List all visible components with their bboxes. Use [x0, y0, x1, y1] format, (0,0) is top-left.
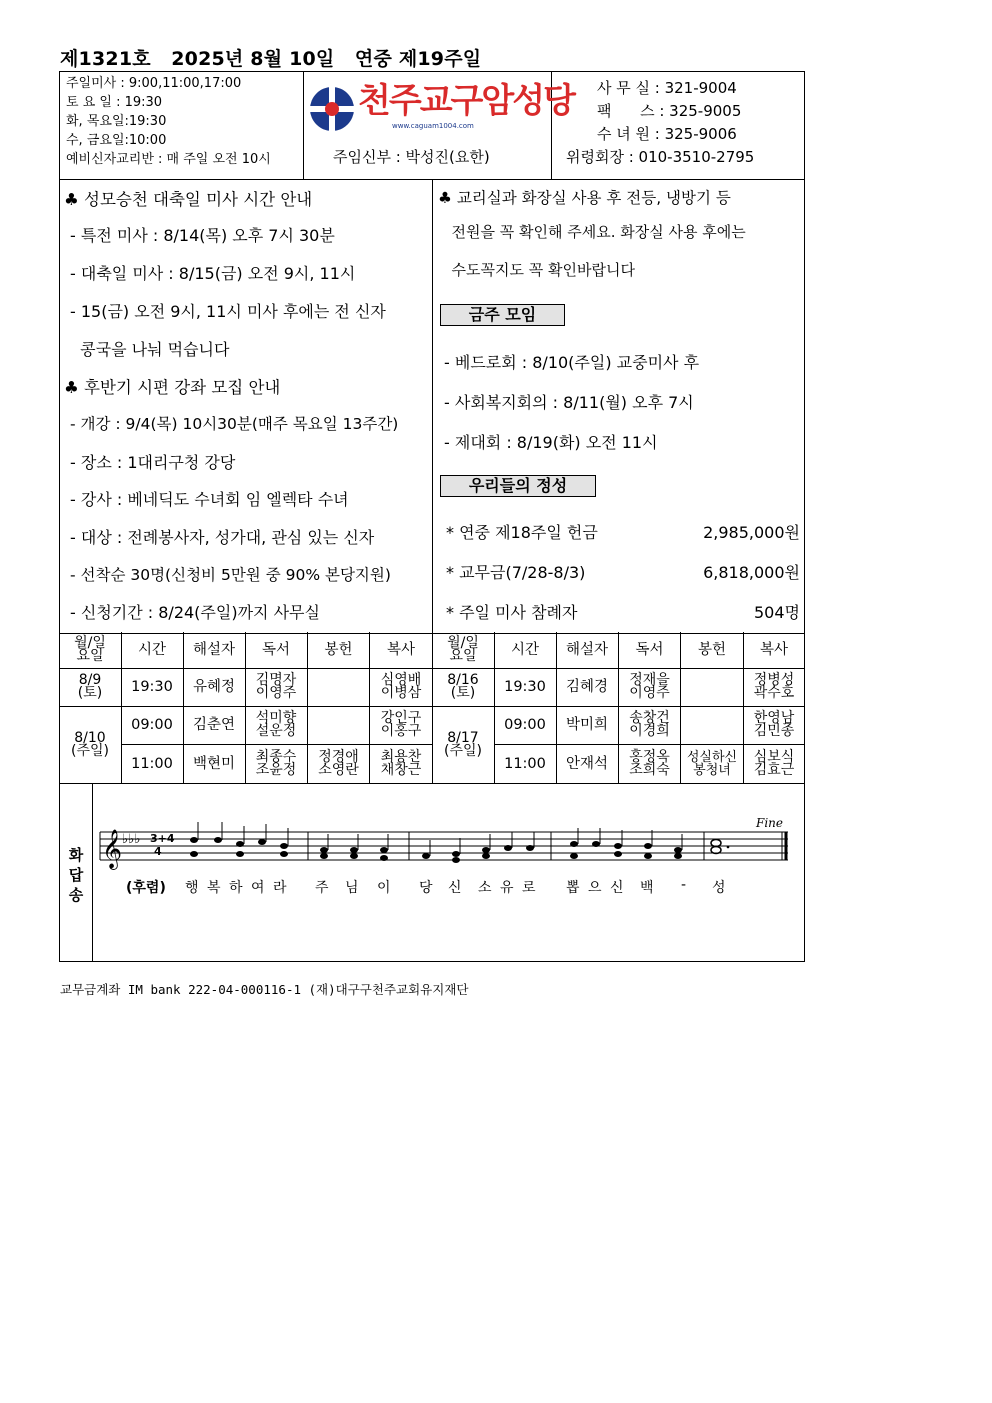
offering-value: 504명 — [754, 603, 800, 622]
schedule-reader: 정재을 이영주 — [629, 672, 670, 701]
schedule-time: 19:30 — [504, 679, 546, 695]
schedule-offering — [307, 668, 370, 706]
lyric-syllable: 당 — [419, 880, 433, 896]
schedule-reader: 최종수 조윤정 — [255, 748, 297, 778]
mass-times — [66, 74, 271, 169]
lyric-syllable: 복 — [207, 880, 221, 896]
notice-line: - 선착순 30명(신청비 5만원 중 90% 본당지원) — [70, 566, 391, 584]
svg-text:♭♭♭: ♭♭♭ — [122, 832, 141, 847]
notice-line: - 개강 : 9/4(목) 10시30분(매주 목요일 13주간) — [70, 415, 399, 433]
offering-label: * 연중 제18주일 헌금 — [446, 523, 598, 542]
psalm-music-staff — [98, 810, 798, 870]
notice-line: - 대상 : 전례봉사자, 성가대, 관심 있는 신자 — [70, 528, 375, 547]
offering-value: 6,818,000원 — [703, 563, 800, 582]
col-header-offering: 봉헌 — [697, 642, 726, 658]
lyric-syllable: 백 — [640, 880, 654, 896]
notice-line: - 신청기간 : 8/24(주일)까지 사무실 — [70, 603, 320, 622]
meeting-line: - 제대회 : 8/19(화) 오전 11시 — [444, 433, 658, 452]
fine-marking: Fine — [756, 816, 783, 830]
lyric-syllable: 뽑 — [566, 880, 580, 896]
lyric-syllable: - — [681, 877, 687, 893]
lyric-syllable: 행 — [185, 880, 199, 896]
schedule-reader: 송창건 이경희 — [629, 710, 670, 739]
schedule-time: 09:00 — [131, 717, 173, 733]
schedule-commentator: 김춘연 — [192, 717, 236, 733]
col-header-reader: 독서 — [261, 642, 290, 658]
schedule-offering: 성실하신 봉청녀 — [686, 749, 738, 778]
schedule-reader: 김명자 이영주 — [255, 672, 297, 701]
col-header-server: 복사 — [759, 642, 788, 658]
schedule-commentator: 유혜정 — [192, 679, 236, 695]
lyric-syllable: 으 — [588, 880, 602, 896]
schedule-reader: 석미향 설운정 — [255, 710, 297, 739]
mass-time-line: 예비신자교리반 : 매 주일 오전 10시 — [66, 152, 271, 167]
schedule-offering: 정경애 소영란 — [318, 748, 359, 778]
lyric-syllable: 주 — [315, 880, 329, 896]
schedule-time: 11:00 — [504, 755, 546, 772]
offering-label: * 주일 미사 참례자 — [446, 603, 578, 622]
notice-line: - 15(금) 오전 9시, 11시 미사 후에는 전 신자 — [70, 302, 386, 321]
schedule-server: 심영배 이병삼 — [380, 672, 422, 701]
mass-time-line: 수, 금요일:10:00 — [66, 133, 167, 148]
logo-url: www.caguam1004.com — [392, 122, 474, 130]
schedule-server: 최용찬 채창근 — [380, 748, 422, 778]
contact-funeral-head: 위령회장 : 010-3510-2795 — [566, 148, 755, 166]
section-heading: ♣ 후반기 시편 강좌 모집 안내 — [64, 378, 281, 397]
schedule-commentator: 김혜경 — [565, 679, 609, 695]
mass-time-line: 화, 목요일:19:30 — [66, 114, 167, 129]
notice-line: - 장소 : 1대리구청 강당 — [70, 453, 236, 472]
col-header-reader: 독서 — [635, 642, 664, 658]
schedule-commentator: 박미희 — [565, 717, 609, 733]
svg-text:3+4: 3+4 — [150, 832, 175, 845]
lyric-syllable: 유 — [500, 880, 514, 896]
lyric-syllable: 성 — [712, 880, 726, 896]
mass-time-line: 주일미사 : 9:00,11:00,17:00 — [66, 76, 242, 91]
contact-fax: 팩 스 : 325-9005 — [597, 102, 742, 120]
offering-value: 2,985,000원 — [703, 523, 800, 542]
schedule-date: 8/10 (주일) — [71, 729, 109, 759]
contact-office: 사 무 실 : 321-9004 — [597, 79, 737, 97]
col-header-date: 월/일 요일 — [447, 635, 479, 664]
col-header-time: 시간 — [510, 642, 539, 658]
lyric-syllable: 여 — [251, 880, 265, 896]
notice-line: - 강사 : 베네딕도 수녀회 임 엘렉타 수녀 — [70, 490, 349, 509]
col-header-date: 월/일 요일 — [74, 635, 106, 664]
offerings-label: 우리들의 정성 — [440, 475, 596, 497]
svg-text:4: 4 — [154, 845, 162, 858]
notice-line: ♣ 교리실과 화장실 사용 후 전등, 냉방기 등 — [438, 189, 731, 207]
lyric-syllable: 이 — [377, 880, 391, 896]
schedule-date: 8/9 (토) — [77, 672, 103, 701]
notice-line: - 대축일 미사 : 8/15(금) 오전 9시, 11시 — [70, 264, 356, 283]
notice-line: 콩국을 나눠 먹습니다 — [70, 340, 230, 359]
meeting-line: - 베드로회 : 8/10(주일) 교중미사 후 — [444, 353, 700, 372]
issue-title: 제1321호 2025년 8월 10일 연중 제19주일 — [60, 48, 482, 70]
meetings-label: 금주 모임 — [440, 304, 565, 326]
schedule-date: 8/17 (주일) — [444, 729, 482, 759]
offering-account-footer: 교무금계좌 IM bank 222-04-000116-1 (재)대구구천주교회유지재단 — [60, 982, 469, 997]
notice-line: 전원을 꼭 확인해 주세요. 화장실 사용 후에는 — [442, 223, 746, 241]
col-header-server: 복사 — [386, 642, 415, 658]
schedule-time: 11:00 — [131, 755, 173, 772]
schedule-commentator: 안재석 — [565, 755, 609, 772]
schedule-offering — [681, 706, 743, 744]
logo-text: 천주교구암성당 — [358, 81, 574, 121]
parish-logo — [306, 81, 574, 134]
lyric-syllable: 하 — [229, 880, 243, 896]
contacts — [566, 77, 754, 169]
schedule-offering — [681, 668, 743, 706]
church-emblem-icon — [306, 84, 358, 134]
refrain-label: (후렴) — [126, 880, 166, 896]
schedule-server: 심보식 김효근 — [753, 748, 795, 778]
lyric-syllable: 신 — [610, 880, 624, 896]
notice-line: - 특전 미사 : 8/14(목) 오후 7시 30분 — [70, 226, 335, 245]
schedule-time: 19:30 — [131, 679, 173, 695]
col-header-offering: 봉헌 — [324, 642, 353, 658]
schedule-time: 09:00 — [504, 717, 546, 733]
svg-text:𝄞: 𝄞 — [102, 829, 123, 869]
col-header-commentator: 해설자 — [565, 642, 609, 658]
schedule-reader: 홍정옥 조희숙 — [629, 748, 670, 778]
schedule-server: 한영남 김민종 — [753, 710, 795, 739]
mass-time-line: 토 요 일 : 19:30 — [66, 95, 163, 110]
col-header-commentator: 해설자 — [192, 642, 236, 658]
lyric-syllable: 신 — [448, 880, 462, 896]
lyric-syllable: 로 — [522, 880, 536, 896]
lyric-syllable: 라 — [273, 880, 287, 896]
schedule-date: 8/16 (토) — [447, 672, 479, 701]
schedule-offering — [307, 706, 370, 744]
pastor-name: 주임신부 : 박성진(요한) — [333, 148, 490, 166]
schedule-commentator: 백현미 — [192, 755, 236, 772]
notice-line: 수도꼭지도 꼭 확인바랍니다 — [442, 261, 635, 279]
meeting-line: - 사회복지회의 : 8/11(월) 오후 7시 — [444, 393, 694, 412]
schedule-server: 정병성 곽수호 — [753, 672, 795, 701]
schedule-server: 강인구 이홍구 — [380, 710, 422, 739]
lyric-syllable: 님 — [345, 880, 359, 896]
lyric-syllable: 소 — [478, 880, 492, 896]
offering-label: * 교무금(7/28-8/3) — [446, 563, 586, 582]
col-header-time: 시간 — [137, 642, 166, 658]
section-heading: ♣ 성모승천 대축일 미사 시간 안내 — [64, 190, 313, 209]
contact-convent: 수 녀 원 : 325-9006 — [597, 125, 737, 143]
psalm-side-label: 화 답 송 — [68, 846, 84, 904]
